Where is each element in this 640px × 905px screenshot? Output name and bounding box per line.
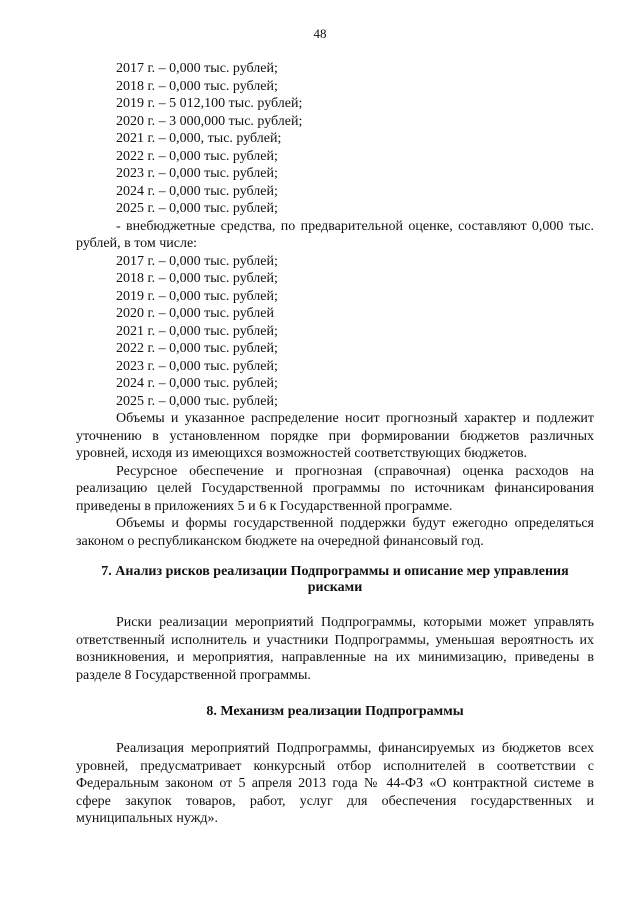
document-body [76, 60, 594, 828]
section-8-title: 8. Механизм реализации Подпрограммы [206, 704, 464, 719]
list-item: 2020 г. – 3 000,000 тыс. рублей; [116, 113, 303, 129]
budget-year-list [76, 60, 594, 218]
page-number: 48 [313, 26, 327, 41]
extrabudget-year-list [76, 253, 594, 411]
list-item: 2024 г. – 0,000 тыс. рублей; [116, 183, 278, 199]
list-item: 2022 г. – 0,000 тыс. рублей; [116, 341, 278, 356]
volumes-paragraph: Объемы и формы государственной поддержки будут ежегодно определяться законом о республиканском бюджете на очередной финансовый год. [76, 516, 594, 549]
resource-paragraph: Ресурсное обеспечение и прогнозная (справочная) оценка расходов на реализацию целей Государственной программы по источникам финансирования приведены в приложениях 5 и 6 к Государственной программе. [76, 463, 594, 514]
list-item: 2021 г. – 0,000, тыс. рублей; [116, 131, 282, 146]
list-item: 2025 г. – 0,000 тыс. рублей; [116, 393, 278, 409]
list-item: 2023 г. – 0,000 тыс. рублей; [116, 166, 278, 181]
section-7-paragraph: Риски реализации мероприятий Подпрограммы, которыми может управлять ответственный исполнитель и участники Подпрограммы, уменьшая вероятность их возникновения, и мероприятия, направленные на их минимизацию, приведены в разделе 8 Государственной программы. [76, 615, 594, 683]
list-item: 2017 г. – 0,000 тыс. рублей; [116, 253, 278, 269]
section-8-paragraph: Реализация мероприятий Подпрограммы, финансируемых из бюджетов всех уровней, предусматривает конкурсный отбор исполнителей в соответствии с Федеральным законом от 5 апреля 2013 года № 44-ФЗ «О контрактной системе в сфере закупок товаров, работ, услуг для обеспечения государственных и муниципальных нужд». [76, 741, 594, 826]
list-item: 2023 г. – 0,000 тыс. рублей; [116, 358, 278, 374]
list-item: 2022 г. – 0,000 тыс. рублей; [116, 148, 278, 164]
section-7-title: 7. Анализ рисков реализации Подпрограммы и описание мер управления рисками [101, 564, 569, 595]
extrabudget-intro: - внебюджетные средства, по предварительной оценке, составляют 0,000 тыс. рублей, в том числе: [76, 218, 594, 251]
list-item: 2020 г. – 0,000 тыс. рублей [116, 306, 274, 321]
list-item: 2025 г. – 0,000 тыс. рублей; [116, 201, 278, 216]
list-item: 2017 г. – 0,000 тыс. рублей; [116, 61, 278, 76]
list-item: 2018 г. – 0,000 тыс. рублей; [116, 271, 278, 286]
list-item: 2018 г. – 0,000 тыс. рублей; [116, 78, 278, 94]
list-item: 2024 г. – 0,000 тыс. рублей; [116, 376, 278, 391]
list-item: 2021 г. – 0,000 тыс. рублей; [116, 323, 278, 339]
forecast-paragraph: Объемы и указанное распределение носит прогнозный характер и подлежит уточнению в установленном порядке при формировании бюджетов различных уровней, исходя из имеющихся возможностей соответствующих бюджетов. [76, 411, 594, 461]
list-item: 2019 г. – 5 012,100 тыс. рублей; [116, 96, 303, 111]
list-item: 2019 г. – 0,000 тыс. рублей; [116, 288, 278, 304]
